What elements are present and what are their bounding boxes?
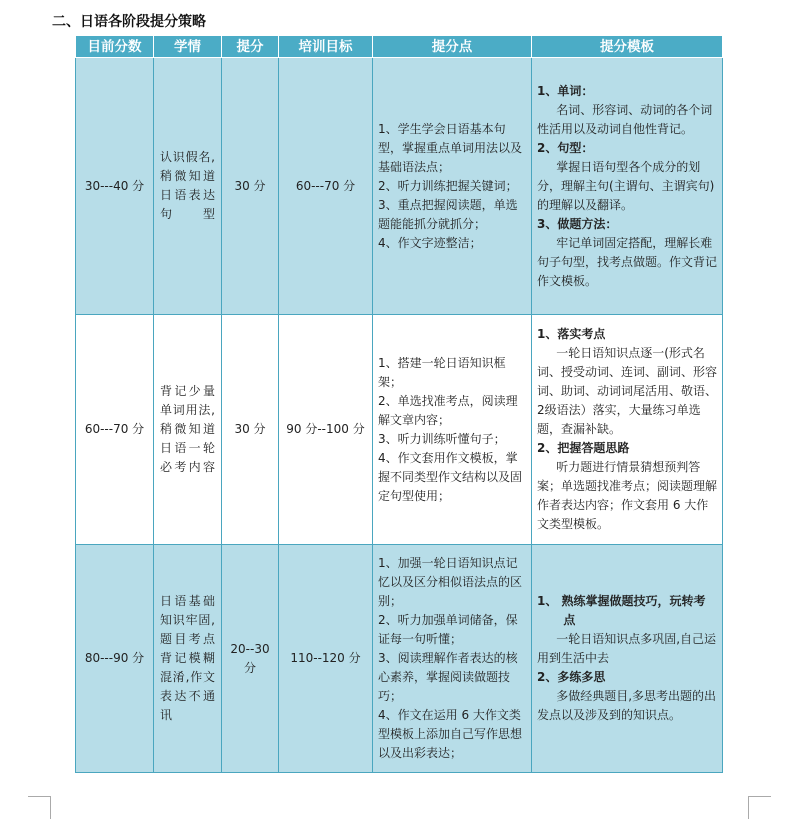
point-item: 2、单选找准考点，阅读理解文章内容； bbox=[378, 393, 518, 427]
template-body: 多做经典题目,多思考出题的出发点以及涉及到的知识点。 bbox=[537, 689, 717, 722]
template-title: 1、落实考点 bbox=[537, 327, 606, 341]
table-row bbox=[76, 315, 723, 545]
cell-template bbox=[532, 545, 723, 773]
section-heading: 二、日语各阶段提分策略 bbox=[52, 14, 206, 30]
point-item: 3、重点把握阅读题，单选题能能抓分就抓分； bbox=[378, 197, 518, 231]
cell-template bbox=[532, 315, 723, 545]
cell-gain: 30 分 bbox=[222, 58, 279, 315]
table-row bbox=[76, 545, 723, 773]
template-title: 2、把握答题思路 bbox=[537, 441, 630, 455]
strategy-table bbox=[75, 35, 723, 773]
template-body: 一轮日语知识点多巩固,自己运用到生活中去 bbox=[537, 632, 717, 665]
template-body: 一轮日语知识点逐一(形式名词、授受动词、连词、副词、形容词、助词、动词词尾活用、敬语、2级语法）落实，大量练习单选题，查漏补缺。 bbox=[537, 346, 718, 436]
cell-target: 90 分--100 分 bbox=[279, 315, 373, 545]
point-item: 2、听力加强单词储备，保证每一句听懂； bbox=[378, 613, 518, 646]
template-title: 2、句型： bbox=[537, 140, 594, 155]
point-item: 1、加强一轮日语知识点记忆以及区分相似语法点的区别； bbox=[378, 556, 523, 608]
table-header-row bbox=[76, 36, 723, 58]
cell-situation: 日语基础知识牢固,题目考点背记模糊混淆,作文表达不通讯 bbox=[154, 545, 222, 773]
cell-template bbox=[532, 58, 723, 315]
template-body: 名词、形容词、动词的各个词性活用以及动词自他性背记。 bbox=[537, 102, 713, 136]
header-template: 提分模板 bbox=[532, 36, 723, 58]
point-item: 3、听力训练听懂句子； bbox=[378, 431, 506, 446]
cell-situation: 背记少量单词用法,稍微知道日语一轮必考内容 bbox=[154, 315, 222, 545]
cell-current-score: 60---70 分 bbox=[76, 315, 154, 545]
cell-situation: 认识假名,稍微知道日语表达句型 bbox=[154, 58, 222, 315]
point-item: 1、学生学会日语基本句型，掌握重点单词用法以及基础语法点； bbox=[378, 121, 523, 174]
header-current-score: 目前分数 bbox=[76, 36, 154, 58]
cell-target: 60---70 分 bbox=[279, 58, 373, 315]
template-title: 1、单词： bbox=[537, 83, 594, 98]
template-body: 听力题进行情景猜想预判答案；单选题找准考点；阅读题理解作者表达内容；作文套用 6 大作文类型模板。 bbox=[537, 460, 718, 531]
header-points: 提分点 bbox=[373, 36, 532, 58]
cell-current-score: 80---90 分 bbox=[76, 545, 154, 773]
point-item: 4、作文套用作文模板，掌握不同类型作文结构以及固定句型使用； bbox=[378, 450, 523, 503]
template-body: 掌握日语句型各个成分的划分，理解主句(主谓句、主谓宾句)的理解以及翻译。 bbox=[537, 159, 715, 212]
cell-current-score: 30---40 分 bbox=[76, 58, 154, 315]
cell-points bbox=[373, 58, 532, 315]
cell-target: 110--120 分 bbox=[279, 545, 373, 773]
header-gain: 提分 bbox=[222, 36, 279, 58]
header-target: 培训目标 bbox=[279, 36, 373, 58]
template-title: 3、做题方法： bbox=[537, 216, 618, 231]
page-corner-mark-left bbox=[28, 796, 51, 819]
table-row bbox=[76, 58, 723, 315]
point-item: 4、作文在运用 6 大作文类型模板上添加自己写作思想以及出彩表达； bbox=[378, 708, 523, 760]
point-item: 3、阅读理解作者表达的核心素养，掌握阅读做题技巧； bbox=[378, 651, 518, 703]
point-item: 1、搭建一轮日语知识框架； bbox=[378, 355, 506, 389]
cell-points bbox=[373, 315, 532, 545]
point-item: 2、听力训练把握关键词； bbox=[378, 178, 518, 193]
point-item: 4、作文字迹整洁； bbox=[378, 235, 482, 250]
header-situation: 学情 bbox=[154, 36, 222, 58]
cell-gain: 30 分 bbox=[222, 315, 279, 545]
page-corner-mark-right bbox=[748, 796, 771, 819]
template-body: 牢记单词固定搭配，理解长难句子句型，找考点做题。作文背记作文模板。 bbox=[537, 235, 718, 288]
template-title: 2、多练多思 bbox=[537, 670, 606, 684]
cell-points bbox=[373, 545, 532, 773]
template-title: 1、 熟练掌握做题技巧，玩转考点 bbox=[537, 594, 706, 627]
cell-gain: 20--30 分 bbox=[222, 545, 279, 773]
